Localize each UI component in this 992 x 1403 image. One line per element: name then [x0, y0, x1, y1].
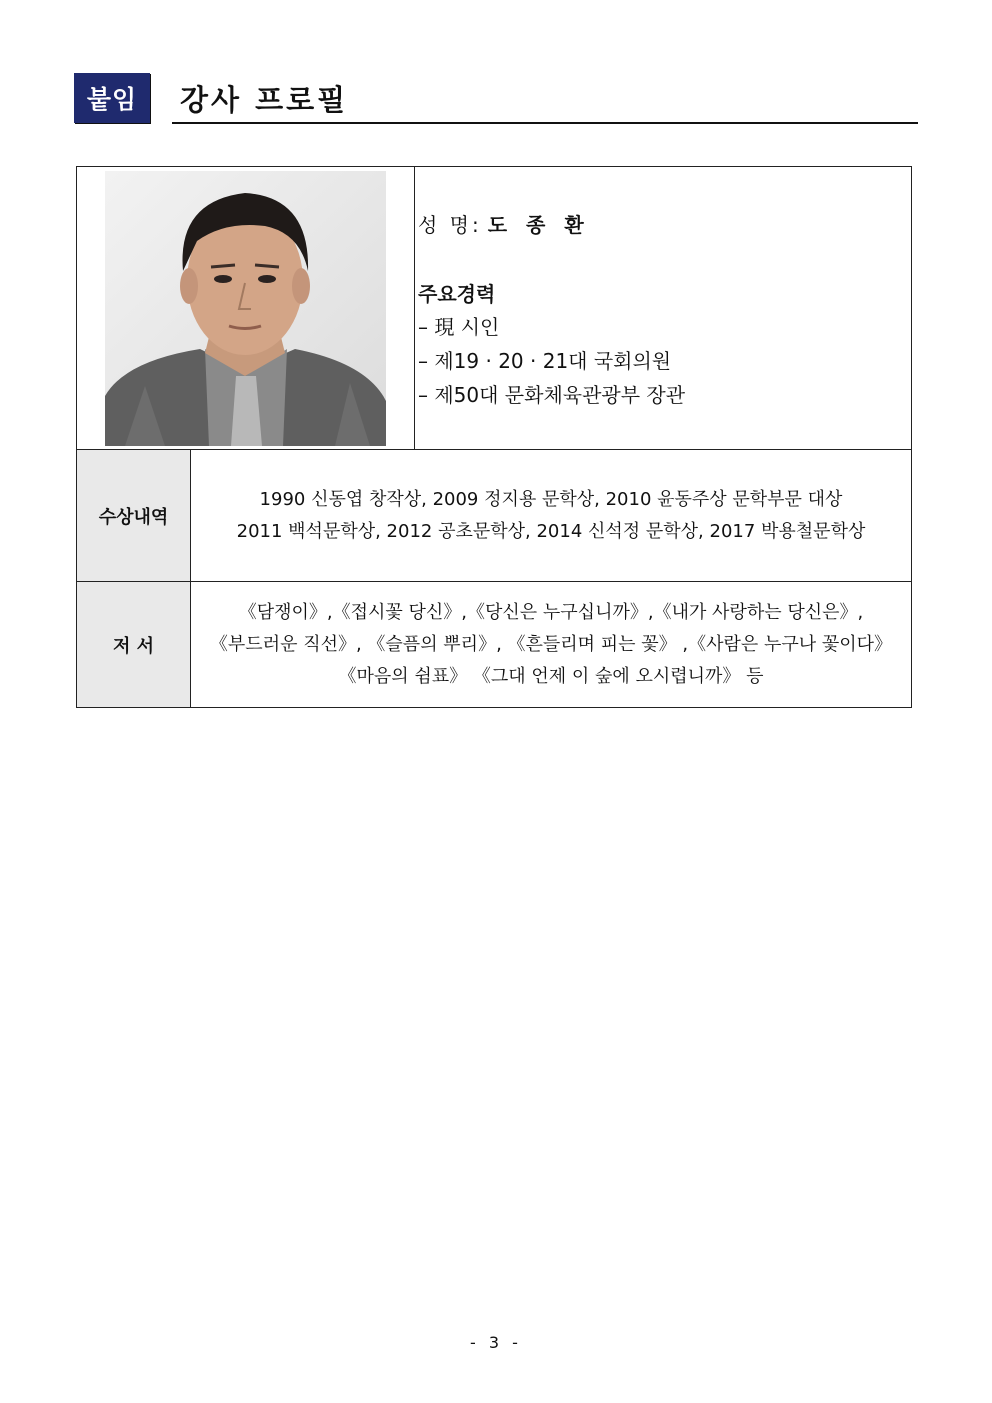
awards-line: 1990 신동엽 창작상, 2009 정지용 문학상, 2010 윤동주상 문학부문 대상 [259, 488, 843, 510]
person-portrait-icon [105, 171, 386, 446]
name-value: 도 종 환 [487, 213, 590, 237]
profile-info [415, 167, 911, 449]
page-number: - 3 - [470, 1333, 522, 1352]
profile-photo [105, 171, 386, 446]
page-title: 강사 프로필 [180, 83, 349, 117]
title-underline [172, 122, 918, 124]
career-item: – 제19 · 20 · 21대 국회의원 [418, 349, 672, 373]
name-label: 성 명: [418, 213, 482, 237]
profile-table [76, 166, 912, 708]
section-tag: 붙임 [74, 73, 150, 123]
books-line: 《담쟁이》,《접시꽃 당신》,《당신은 누구십니까》,《내가 사랑하는 당신은》, [238, 601, 864, 623]
career-list [418, 310, 685, 412]
awards-line: 2011 백석문학상, 2012 공초문학상, 2014 신석정 문학상, 2017 박용철문학상 [236, 520, 866, 542]
career-item: – 現 시인 [418, 315, 500, 339]
books-row [77, 582, 911, 707]
awards-row [77, 450, 911, 582]
career-item: – 제50대 문화체육관광부 장관 [418, 383, 686, 407]
books-line: 《부드러운 직선》, 《슬픔의 뿌리》, 《흔들리며 피는 꽃》 ,《사람은 누구나 꽃이다》 [209, 633, 893, 655]
awards-content [191, 450, 911, 581]
photo-cell [77, 167, 415, 449]
name-line [418, 209, 590, 238]
books-content [191, 582, 911, 707]
books-label: 저 서 [77, 582, 191, 707]
career-title: 주요경력 [418, 282, 496, 306]
profile-row [77, 167, 911, 450]
awards-label: 수상내역 [77, 450, 191, 581]
books-line: 《마음의 쉼표》 《그대 언제 이 숲에 오시렵니까》 등 [338, 665, 764, 687]
